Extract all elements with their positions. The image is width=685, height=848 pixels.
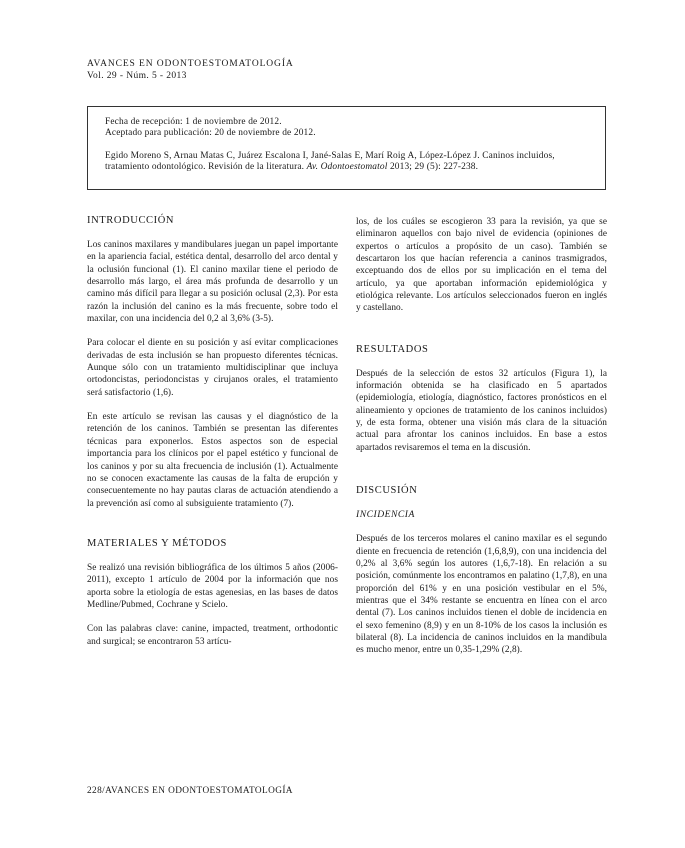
left-column — [87, 214, 338, 648]
methods-paragraph-1: Se realizó una revisión bibliográfica de los últimos 5 años (2006-2011), excepto 1 artículo de 2004 por la información que nos aporta sobre la etiología de estas agenesias, en las bases de datos Medline/Pubmed, Cochrane y Scielo. — [87, 562, 338, 610]
right-column — [356, 216, 607, 657]
citation — [105, 151, 591, 174]
intro-paragraph-2: Para colocar el diente en su posición y así evitar complicaciones derivadas de esta inclusión se han propuesto diferentes técnicas. Aunque sólo con un tratamiento multidisciplinar que incluya ortodoncistas, periodoncistas y cirujanos orales, el tratamiento será satisfactorio (1,6). — [87, 338, 338, 398]
discussion-paragraph: Después de los terceros molares el canino maxilar es el segundo diente en frecuencia de retención (1,6,8,9), con una incidencia del 0,2% al 3,6% según los autores (1,6,7-18). En relación a su posición, comúnmente los encontramos en palatino (1,7,8), en una proporción del 61% y en una posición vestibular en el 5%, mientras que el 34% restante se encuentra en línea con el arco dental (7). Los caninos incluidos tienen el doble de incidencia en el sexo femenino (8,9) y en un 8-10% de los casos la inclusión es bilateral (8). La incidencia de caninos incluidos en la mandíbula es mucho menor, entre un 0,35-1,29% (2,8). — [356, 534, 607, 656]
article-info-box — [87, 106, 606, 190]
citation-main: Egido Moreno S, Arnau Matas C, Juárez Escalona I, Jané-Salas E, Marí Roig A, López-López J. Caninos incluidos, tratamiento odontológico. Revisión de la literatura. — [105, 150, 555, 173]
citation-journal: Av. Odontoestomatol — [306, 162, 388, 173]
methods-paragraph-2: Con las palabras clave: canine, impacted, treatment, orthodontic and surgical; se encontraron 53 artícu- — [87, 624, 338, 647]
discussion-heading: DISCUSIÓN — [356, 485, 418, 497]
results-paragraph: Después de la selección de estos 32 artículos (Figura 1), la información obtenida se ha clasificado en 5 apartados (epidemiología, etiología, diagnóstico, factores pronósticos en el alineamiento y opciones de tratamiento de los caninos incluidos) y, de esta forma, obtener una visión más clara de la situación actual para afrontar los caninos incluidos. En base a estos apartados revisaremos el tema en la discusión. — [356, 368, 607, 453]
intro-paragraph-3: En este artículo se revisan las causas y el diagnóstico de la retención de los caninos. También se presentan las diferentes técnicas para exponerlos. Estos aspectos son de especial importancia para los clínicos por el papel estético y funcional de los caninos y por su alta frecuencia de inclusión (1). Actualmente no se conocen exactamente las causas de la falta de erupción y consecuentemente no hay pautas claras de actuación atendiendo a la prevención así como al subsiguiente tratamiento (7). — [87, 412, 338, 509]
methods-continued: los, de los cuáles se escogieron 33 para la revisión, ya que se eliminaron aquellos con bajo nivel de evidencia (opiniones de expertos o artículos a propósito de un caso). También se descartaron los que hacían referencia a caninos trasmigrados, exceptuando dos de ellos por su implicación en el tema del artículo, ya que aportaban información epidemiológica y etiológica relevante. Los artículos seleccionados fueron en inglés y castellano. — [356, 217, 607, 314]
journal-header — [87, 58, 294, 82]
results-heading: RESULTADOS — [356, 343, 429, 355]
accepted-date: Aceptado para publicación: 20 de noviembre de 2012. — [105, 128, 316, 139]
volume-info: Vol. 29 - Núm. 5 - 2013 — [87, 71, 187, 81]
citation-tail: 2013; 29 (5): 227-238. — [387, 162, 479, 173]
received-date: Fecha de recepción: 1 de noviembre de 2012. — [105, 117, 282, 127]
intro-paragraph-1: Los caninos maxilares y mandibulares juegan un papel importante en la apariencia facial, estética dental, desarrollo del arco dental y la oclusión funcional (1). El canino maxilar tiene el periodo de desarrollo más largo, el área más profunda de desarrollo y un camino más difícil para llegar a su posición oclusal (2,3). Por esta razón la inclusión del canino es la más frecuente, sobre todo el maxilar, con una incidencia del 0,2 al 3,6% (3-5). — [87, 240, 338, 325]
incidence-subheading: INCIDENCIA — [356, 509, 415, 521]
introduction-heading: INTRODUCCIÓN — [87, 215, 175, 226]
journal-title: AVANCES EN ODONTOESTOMATOLOGÍA — [87, 59, 294, 69]
methods-heading: MATERIALES Y MÉTODOS — [87, 537, 227, 549]
page-footer: 228/AVANCES EN ODONTOESTOMATOLOGÍA — [87, 786, 293, 796]
